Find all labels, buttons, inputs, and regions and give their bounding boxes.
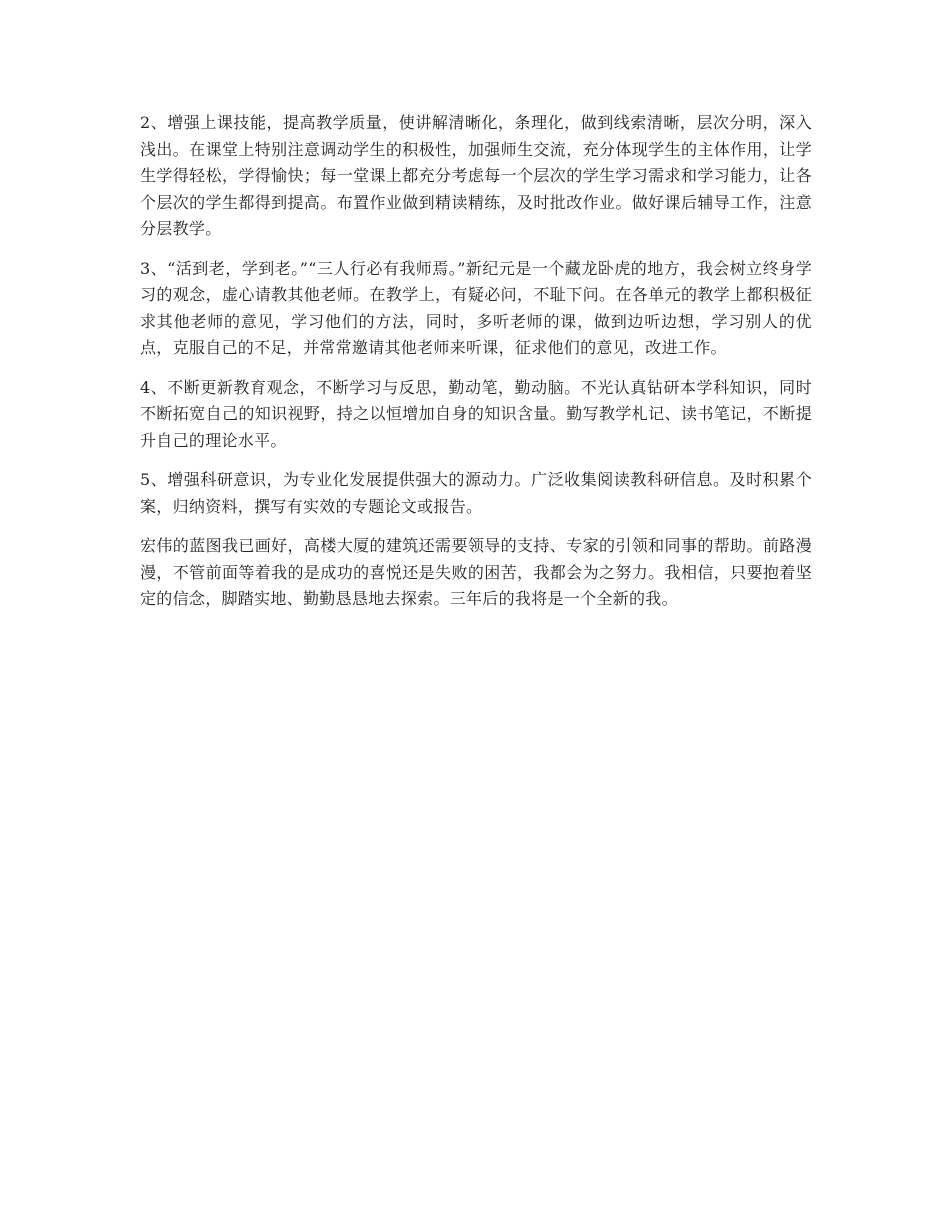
document-body xyxy=(140,110,812,626)
paragraph-item-3: 3、“活到老，学到老。”“三人行必有我师焉。”新纪元是一个藏龙卧虎的地方，我会树立终身学习的观念，虚心请教其他老师。在教学上，有疑必问，不耻下问。在各单元的教学上都积极征求其他老师的意见，学习他们的方法，同时，多听老师的课，做到边听边想，学习别人的优点，克服自己的不足，并常常邀请其他老师来听课，征求他们的意见，改进工作。 xyxy=(140,258,812,357)
paragraph-item-4: 4、不断更新教育观念，不断学习与反思，勤动笔，勤动脑。不光认真钻研本学科知识，同时不断拓宽自己的知识视野，持之以恒增加自身的知识含量。勤写教学札记、读书笔记，不断提升自己的理论水平。 xyxy=(140,377,812,450)
closing-paragraph: 宏伟的蓝图我已画好，高楼大厦的建筑还需要领导的支持、专家的引领和同事的帮助。前路漫漫，不管前面等着我的是成功的喜悦还是失败的困苦，我都会为之努力。我相信，只要抱着坚定的信念，脚踏实地、勤勤恳恳地去探索。三年后的我将是一个全新的我。 xyxy=(140,536,812,608)
paragraph-item-2: 2、增强上课技能，提高教学质量，使讲解清晰化，条理化，做到线索清晰，层次分明，深入浅出。在课堂上特别注意调动学生的积极性，加强师生交流，充分体现学生的主体作用，让学生学得轻松，学得愉快；每一堂课上都充分考虑每一个层次的学生学习需求和学习能力，让各个层次的学生都得到提高。布置作业做到精读精练，及时批改作业。做好课后辅导工作，注意分层教学。 xyxy=(140,113,812,238)
paragraph-item-5: 5、增强科研意识，为专业化发展提供强大的源动力。广泛收集阅读教科研信息。及时积累个案，归纳资料，撰写有实效的专题论文或报告。 xyxy=(140,470,812,516)
